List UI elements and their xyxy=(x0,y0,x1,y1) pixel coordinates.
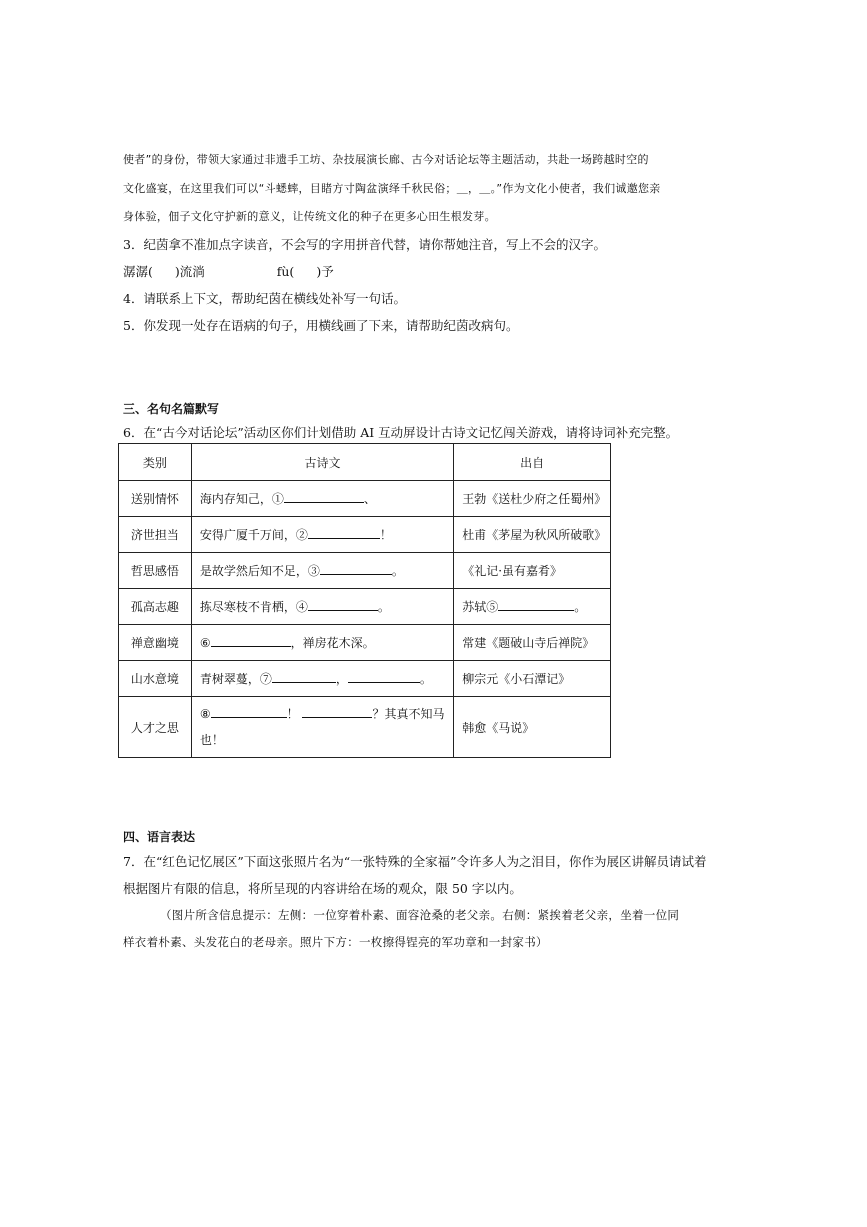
row-poem xyxy=(191,589,453,625)
source-suffix: 。 xyxy=(574,600,587,614)
row-source: 常建《题破山寺后禅院》 xyxy=(454,625,611,661)
row-source xyxy=(454,589,611,625)
row-category: 济世担当 xyxy=(119,517,192,553)
poem-suffix: 。 xyxy=(419,672,432,686)
poem-suffix: ，禅房花木深。 xyxy=(290,636,375,650)
poem-prefix: ⑥ xyxy=(199,636,211,650)
poem-suffix: ？其真不知马 xyxy=(372,707,445,721)
poem-suffix: 、 xyxy=(363,492,376,506)
section-4-title: 四、语言表达 xyxy=(123,830,196,844)
row-source: 韩愈《马说》 xyxy=(454,697,611,758)
row-source: 柳宗元《小石潭记》 xyxy=(454,661,611,697)
table-row xyxy=(119,625,611,661)
row-category: 哲思感悟 xyxy=(119,553,192,589)
row-category: 山水意境 xyxy=(119,661,192,697)
table-row xyxy=(119,589,611,625)
answer-blank[interactable] xyxy=(211,705,287,718)
question-3-items xyxy=(123,262,334,280)
section-3-title: 三、名句名篇默写 xyxy=(123,402,220,416)
row-category: 禅意幽境 xyxy=(119,625,192,661)
poem-prefix: 拣尽寒枝不肯栖，④ xyxy=(199,600,308,614)
poem-middle: ！ xyxy=(286,707,299,721)
intro-line-1: 使者”的身份，带领大家通过非遗手工坊、杂技展演长廊、古今对话论坛等主题活动，共赴一场跨越时空的 xyxy=(123,153,649,166)
table-row xyxy=(119,697,611,758)
intro-line-3: 身体验，佃子文化守护新的意义，让传统文化的种子在更多心田生根发芽。 xyxy=(123,210,496,223)
table-row xyxy=(119,553,611,589)
row-source: 杜甫《茅屋为秋风所破歌》 xyxy=(454,517,611,553)
poem-table xyxy=(118,443,611,758)
row-category: 孤高志趣 xyxy=(119,589,192,625)
question-4: 4．请联系上下文，帮助纪茵在横线处补写一句话。 xyxy=(123,291,406,306)
row-source: 《礼记·虽有嘉肴》 xyxy=(454,553,611,589)
hint-line-1: （图片所含信息提示：左侧：一位穿着朴素、面容沧桑的老父亲。右侧：紧挨着老父亲，坐着一位同 xyxy=(160,908,680,922)
q3-item-1-prefix: 潺潺( xyxy=(123,264,153,279)
poem-suffix: 。 xyxy=(391,564,404,578)
question-3: 3．纪茵拿不准加点字读音，不会写的字用拼音代替，请你帮她注音，写上不会的汉字。 xyxy=(123,237,606,252)
answer-blank[interactable] xyxy=(272,670,336,683)
row-poem xyxy=(191,553,453,589)
q3-item-1-suffix: )流淌 xyxy=(174,264,205,279)
poem-prefix: 安得广厦千万间，② xyxy=(199,528,308,542)
q3-item-2-prefix: fù( xyxy=(276,264,295,279)
poem-prefix: ⑧ xyxy=(199,707,211,721)
poem-prefix: 是故学然后知不足，③ xyxy=(199,564,320,578)
answer-blank[interactable] xyxy=(320,562,392,575)
answer-blank[interactable] xyxy=(302,705,372,718)
header-poem: 古诗文 xyxy=(191,444,453,481)
answer-blank[interactable] xyxy=(284,490,364,503)
table-row xyxy=(119,481,611,517)
table-row xyxy=(119,517,611,553)
poem-suffix: ！ xyxy=(379,528,392,542)
answer-blank[interactable] xyxy=(211,634,291,647)
header-source: 出自 xyxy=(454,444,611,481)
question-7-line-1: 7．在“红色记忆展区”下面这张照片名为“一张特殊的全家福”令许多人为之泪目，你作为展区讲解员请试着 xyxy=(123,854,707,869)
answer-blank[interactable] xyxy=(498,598,574,611)
row-poem xyxy=(191,661,453,697)
answer-blank[interactable] xyxy=(308,526,380,539)
poem-suffix-2: 也！ xyxy=(199,733,224,747)
poem-prefix: 海内存知己，① xyxy=(199,492,284,506)
poem-middle: ， xyxy=(335,672,348,686)
intro-line-2: 文化盛宴，在这里我们可以“斗蟋蟀，目睹方寸陶盆演绎千秋民俗；＿，＿。”作为文化小使者，我们诚邀您亲 xyxy=(123,182,661,195)
row-category: 人才之思 xyxy=(119,697,192,758)
header-category: 类别 xyxy=(119,444,192,481)
row-poem xyxy=(191,481,453,517)
hint-line-2: 样衣着朴素、头发花白的老母亲。照片下方：一枚擦得锃亮的军功章和一封家书） xyxy=(123,935,548,949)
source-prefix: 苏轼⑤ xyxy=(462,600,499,614)
question-5: 5．你发现一处存在语病的句子，用横线画了下来，请帮助纪茵改病句。 xyxy=(123,318,519,333)
poem-suffix: 。 xyxy=(377,600,390,614)
row-source: 王勃《送杜少府之任蜀州》 xyxy=(454,481,611,517)
question-6: 6．在“古今对话论坛”活动区你们计划借助 AI 互动屏设计古诗文记忆闯关游戏，请将诗词补充完整。 xyxy=(123,425,679,440)
question-7-line-2: 根据图片有限的信息，将所呈现的内容讲给在场的观众，限 50 字以内。 xyxy=(123,881,522,896)
table-header-row xyxy=(119,444,611,481)
answer-blank[interactable] xyxy=(308,598,378,611)
table-row xyxy=(119,661,611,697)
row-poem xyxy=(191,625,453,661)
answer-blank[interactable] xyxy=(348,670,420,683)
poem-prefix: 青树翠蔓，⑦ xyxy=(199,672,272,686)
row-category: 送别情怀 xyxy=(119,481,192,517)
row-poem xyxy=(191,697,453,758)
row-poem xyxy=(191,517,453,553)
q3-item-2-suffix: )予 xyxy=(316,264,334,279)
